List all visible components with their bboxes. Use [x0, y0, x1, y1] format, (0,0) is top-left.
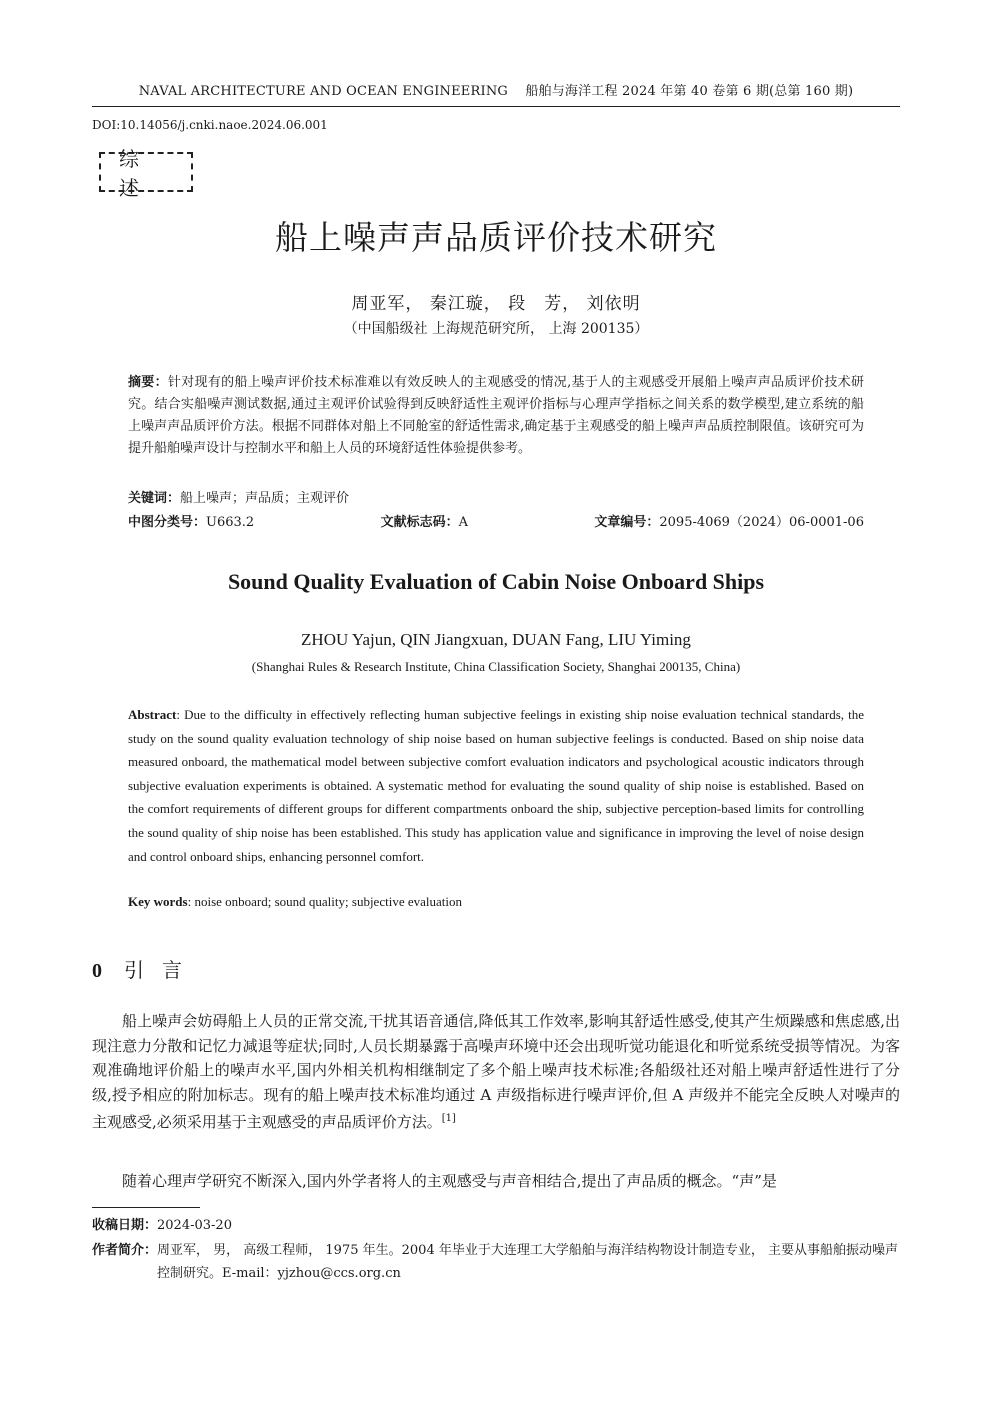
document-code-value: A: [458, 515, 468, 530]
article-number: [594, 511, 864, 530]
received-label: 收稿日期：: [92, 1218, 158, 1233]
journal-name-en: NAVAL ARCHITECTURE AND OCEAN ENGINEERING: [138, 84, 508, 99]
keywords-en-text: : noise onboard; sound quality; subjective evaluation: [187, 894, 462, 909]
article-number-value: 2095-4069（2024）06-0001-06: [659, 515, 864, 530]
abstract-cn: [128, 372, 864, 460]
keywords-cn-label: 关键词：: [128, 491, 181, 506]
abstract-cn-text: 针对现有的船上噪声评价技术标准难以有效反映人的主观感受的情况,基于人的主观感受开展船上噪声声品质评价技术研究。结合实船噪声测试数据,通过主观评价试验得到反映舒适性主观评价指标与心理声学指标之间关系的数学模型,建立系统的船上噪声声品质评价方法。根据不同群体对船上不同舱室的舒适性需求,确定基于主观感受的船上噪声声品质控制限值。该研究可为提升船舶噪声设计与控制水平和船上人员的环境舒适性体验提供参考。: [128, 375, 864, 456]
header-divider: [92, 106, 900, 107]
abstract-en-text: : Due to the difficulty in effectively reflecting human subjective feelings in existing ship noise evaluation technical standards, the study on the sound quality evaluation technology of ship noise based on human subjective feelings is conducted. Based on ship noise data measured onboard, the mathematical model between subjective comfort evaluation indicators and psychological acoustic indicators through subjective evaluation experiments is obtained. A systematic method for evaluating the sound quality of ship noise is established. Based on the comfort requirements of different groups for different compartments onboard the ship, subjective perception-based limits for controlling the sound quality of ship noise has been established. This study has application value and significance in improving the level of noise design and control onboard ships, enhancing personnel comfort.: [128, 707, 864, 864]
abstract-en-label: Abstract: [128, 707, 177, 722]
keywords-cn-text: 船上噪声；声品质；主观评价: [180, 491, 350, 506]
paragraph-1-text: 船上噪声会妨碍船上人员的正常交流,干扰其语音通信,降低其工作效率,影响其舒适性感受,使其产生烦躁感和焦虑感,出现注意力分散和记忆力减退等症状;同时,人员长期暴露于高噪声环境中还会出现听觉功能退化和听觉系统受损等情况。为客观准确地评价船上的噪声水平,国内外相关机构相继制定了多个船上噪声技术标准;各船级社还对船上噪声舒适性进行了分级,授予相应的附加标志。现有的船上噪声技术标准均通过 A 声级指标进行噪声评价,但 A 声级并不能完全反映人对噪声的主观感受,必须采用基于主观感受的声品质评价方法。: [92, 1012, 900, 1132]
clc-number: [128, 511, 254, 530]
abstract-cn-label: 摘要：: [128, 375, 168, 390]
keywords-en: [128, 894, 462, 910]
section-heading: [92, 954, 200, 983]
footnote-divider: [92, 1207, 200, 1208]
author-bio-label: 作者简介：: [92, 1243, 158, 1258]
authors-cn: 周亚军， 秦江璇， 段 芳， 刘依明: [351, 294, 641, 314]
authors-en: ZHOU Yajun, QIN Jiangxuan, DUAN Fang, LIU Yiming: [301, 630, 691, 649]
section-badge: 综述: [99, 152, 193, 192]
journal-issue-cn: 船舶与海洋工程 2024 年第 40 卷第 6 期(总第 160 期): [525, 84, 854, 99]
received-date: [92, 1214, 232, 1233]
clc-label: 中图分类号：: [128, 515, 207, 530]
affiliation-en: (Shanghai Rules & Research Institute, China Classification Society, Shanghai 200135, China): [251, 659, 741, 674]
paper-title-cn: 船上噪声声品质评价技术研究: [275, 218, 717, 257]
keywords-cn: [128, 487, 349, 506]
body-paragraph-2: 随着心理声学研究不断深入,国内外学者将人的主观感受与声音相结合,提出了声品质的概念。“声”是: [122, 1172, 777, 1190]
section-title: 引言: [124, 958, 200, 982]
document-code: [381, 511, 468, 530]
affiliation-cn: （中国船级社 上海规范研究所， 上海 200135）: [343, 321, 649, 337]
document-code-label: 文献标志码：: [380, 515, 459, 530]
doi-line[interactable]: DOI:10.14056/j.cnki.naoe.2024.06.001: [92, 118, 328, 132]
author-bio-text: 周亚军， 男， 高级工程师， 1975 年生。2004 年毕业于大连理工大学船舶与海洋结构物设计制造专业， 主要从事船舶振动噪声控制研究。E-mail：yjzhou@ccs.org.cn: [157, 1243, 898, 1281]
running-header: [92, 80, 900, 99]
abstract-en: [128, 703, 864, 868]
received-value: 2024-03-20: [157, 1218, 232, 1233]
article-number-label: 文章编号：: [594, 515, 660, 530]
citation-ref-1[interactable]: [1]: [441, 1113, 456, 1125]
paper-title-en: Sound Quality Evaluation of Cabin Noise Onboard Ships: [227, 569, 765, 594]
classification-row: [128, 511, 864, 530]
body-paragraph-1: [92, 1009, 900, 1135]
clc-value: U663.2: [206, 515, 255, 530]
section-number: 0: [92, 960, 102, 982]
author-bio: [92, 1239, 900, 1285]
keywords-en-label: Key words: [128, 894, 188, 909]
